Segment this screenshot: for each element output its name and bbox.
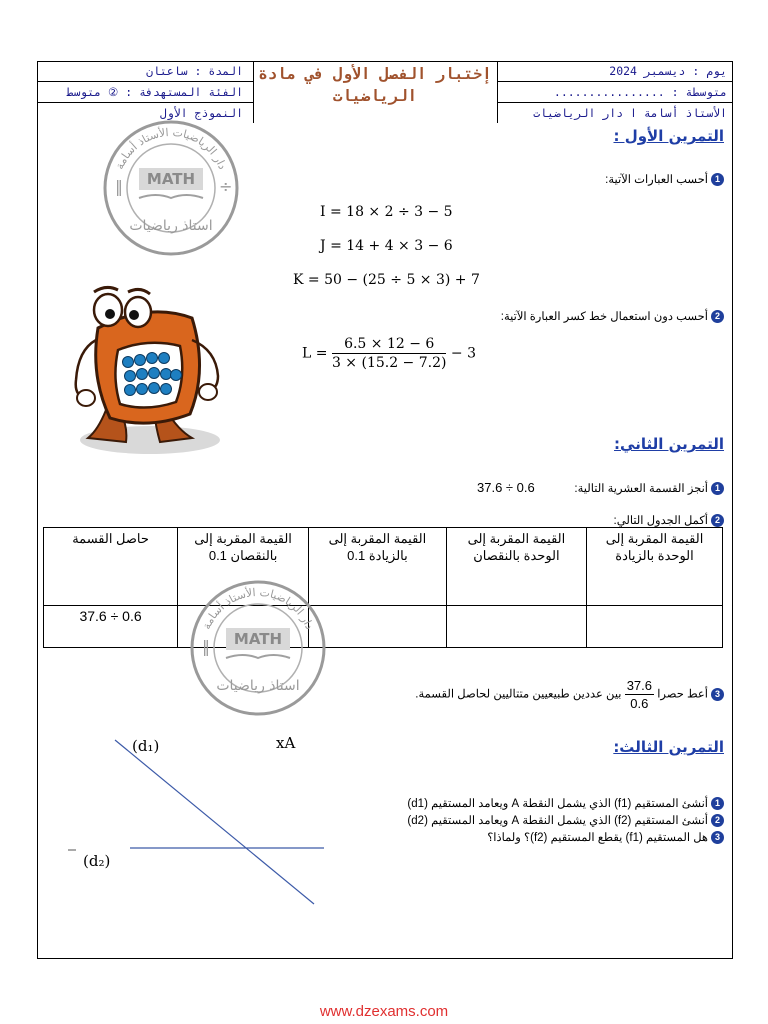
abacus-mascot-icon <box>68 280 228 458</box>
exercise3-item-1-text: أنشئ المستقيم (f1) الذي يشمل النقطة A ويعامد المستقيم (d1) <box>407 798 708 810</box>
geometry-figure <box>60 730 340 910</box>
svg-text:MATH: MATH <box>233 630 283 648</box>
table-row <box>44 606 723 648</box>
ex3-q1-number-badge: 1 <box>711 797 724 810</box>
table-header-row <box>44 528 723 606</box>
exercise3-questions <box>407 796 724 847</box>
exercise3-item-3-text: هل المستقيم (f1) يقطع المستقيم (f2)؟ ولماذا؟ <box>487 832 708 844</box>
footer-site-link[interactable]: www.dzexams.com <box>319 1003 449 1020</box>
exercise2-q2-text: أكمل الجدول التالي: <box>613 515 708 527</box>
exercise3-item-2-text: أنشئ المستقيم (f2) الذي يشمل النقطة A ويعامد المستقيم (d2) <box>407 815 708 827</box>
exercise3-item-2 <box>407 813 724 830</box>
header-date: يوم : ديسمبر 2024 <box>609 64 727 78</box>
exam-title <box>253 63 497 107</box>
table-cell <box>446 606 586 648</box>
expr-L <box>302 336 476 371</box>
q2-number-badge: 2 <box>711 310 724 323</box>
ex3-q3-number-badge: 3 <box>711 831 724 844</box>
exercise3-item-3 <box>407 830 724 847</box>
table-header-cell: القيمة المقربة إلى الوحدة بالنقصان <box>446 528 586 606</box>
expr-L-fraction <box>332 336 447 371</box>
expr-J: J = 14 + 4 × 3 − 6 <box>320 238 453 254</box>
exercise1-q1-text: أحسب العبارات الآتية: <box>605 174 708 186</box>
exercise2-q1 <box>574 481 724 495</box>
expr-I: I = 18 × 2 ÷ 3 − 5 <box>320 204 453 220</box>
svg-text:دار الرياضيات الأستاذ أسامة: دار الرياضيات الأستاذ أسامة <box>199 585 317 632</box>
q3-fraction-denominator: 0.6 <box>630 696 649 711</box>
svg-text:استاذ رياضيات: استاذ رياضيات <box>216 678 300 694</box>
table-header-cell: القيمة المقربة إلى بالنقصان 0.1 <box>178 528 309 606</box>
exercise2-title: التمرين الثاني: <box>614 435 724 453</box>
expr-K: K = 50 − (25 ÷ 5 × 3) + 7 <box>293 272 480 288</box>
header-school: متوسطة : ................ <box>553 85 727 99</box>
exam-title-line2: الرياضيات <box>333 87 417 105</box>
exercise2-q3-fraction <box>625 678 654 711</box>
exercise2-q3-text-b: بين عددين طبيعيين متتاليين لحاصل القسمة. <box>415 688 622 701</box>
label-d2: (d₂) <box>83 852 111 870</box>
exercise2-q1-text: أنجز القسمة العشرية التالية: <box>574 483 708 495</box>
ex3-q2-number-badge: 2 <box>711 814 724 827</box>
expr-L-lhs: L = <box>302 345 328 362</box>
table-header-cell: القيمة المقربة إلى الوحدة بالزيادة <box>587 528 723 606</box>
lines-figure <box>60 730 340 910</box>
table-cell: 37.6 ÷ 0.6 <box>44 606 178 648</box>
svg-text:MATH: MATH <box>146 170 196 188</box>
header-class: الفئة المستهدفة : ② متوسط <box>66 85 243 99</box>
exercise1-q2-text: أحسب دون استعمال خط كسر العبارة الآتية: <box>500 311 708 323</box>
table-header-cell: القيمة المقربة إلى بالزيادة 0.1 <box>309 528 447 606</box>
exercise2-q3-text-a: أعط حصرا <box>657 688 708 701</box>
table-header-cell: حاصل القسمة <box>44 528 178 606</box>
header-teacher: الأستاذ أسامة ا دار الرياضيات <box>533 106 727 120</box>
stamp-seal-icon <box>101 118 241 258</box>
table-cell <box>587 606 723 648</box>
ex2-q1-number-badge: 1 <box>711 482 724 495</box>
table-cell <box>309 606 447 648</box>
expr-L-numerator: 6.5 × 12 − 6 <box>332 336 447 354</box>
exercise3-item-1 <box>407 796 724 813</box>
label-point-A: xA <box>276 734 296 752</box>
ex2-q2-number-badge: 2 <box>711 514 724 527</box>
teacher-stamp-middle <box>188 578 328 718</box>
q3-fraction-numerator: 37.6 <box>626 678 652 693</box>
header-model: النموذج الأول <box>159 106 243 120</box>
abacus-mascot-image <box>68 280 228 458</box>
svg-text:استاذ رياضيات: استاذ رياضيات <box>129 218 213 234</box>
header-duration: المدة : ساعتان <box>146 64 243 78</box>
exercise1-q2 <box>501 309 724 323</box>
exam-header <box>37 61 733 123</box>
svg-text:‖: ‖ <box>202 637 210 656</box>
svg-text:÷: ÷ <box>219 177 233 196</box>
svg-text:‖: ‖ <box>115 177 123 196</box>
teacher-stamp-top <box>101 118 241 258</box>
exercise3-title: التمرين الثالث: <box>613 738 724 756</box>
expr-L-tail: − 3 <box>450 345 477 362</box>
division-table <box>43 527 723 648</box>
expr-L-denominator: 3 × (15.2 − 7.2) <box>331 355 447 371</box>
exercise2-q1-expression: 37.6 ÷ 0.6 <box>477 480 535 495</box>
q1-number-badge: 1 <box>711 173 724 186</box>
exercise2-q3 <box>415 678 724 711</box>
exercise2-q2 <box>614 513 724 527</box>
label-d1: (d₁) <box>132 737 160 755</box>
ex2-q3-number-badge: 3 <box>711 688 724 701</box>
svg-text:دار الرياضيات الأستاذ أسامة: دار الرياضيات الأستاذ أسامة <box>112 125 230 172</box>
line-d1 <box>115 740 314 904</box>
exercise1-title: التمرين الأول : <box>613 127 724 145</box>
exercise1-q1 <box>605 172 724 186</box>
stamp-seal-icon <box>188 578 328 718</box>
exam-title-line1: إختبار الفصل الأول في مادة <box>258 65 492 83</box>
